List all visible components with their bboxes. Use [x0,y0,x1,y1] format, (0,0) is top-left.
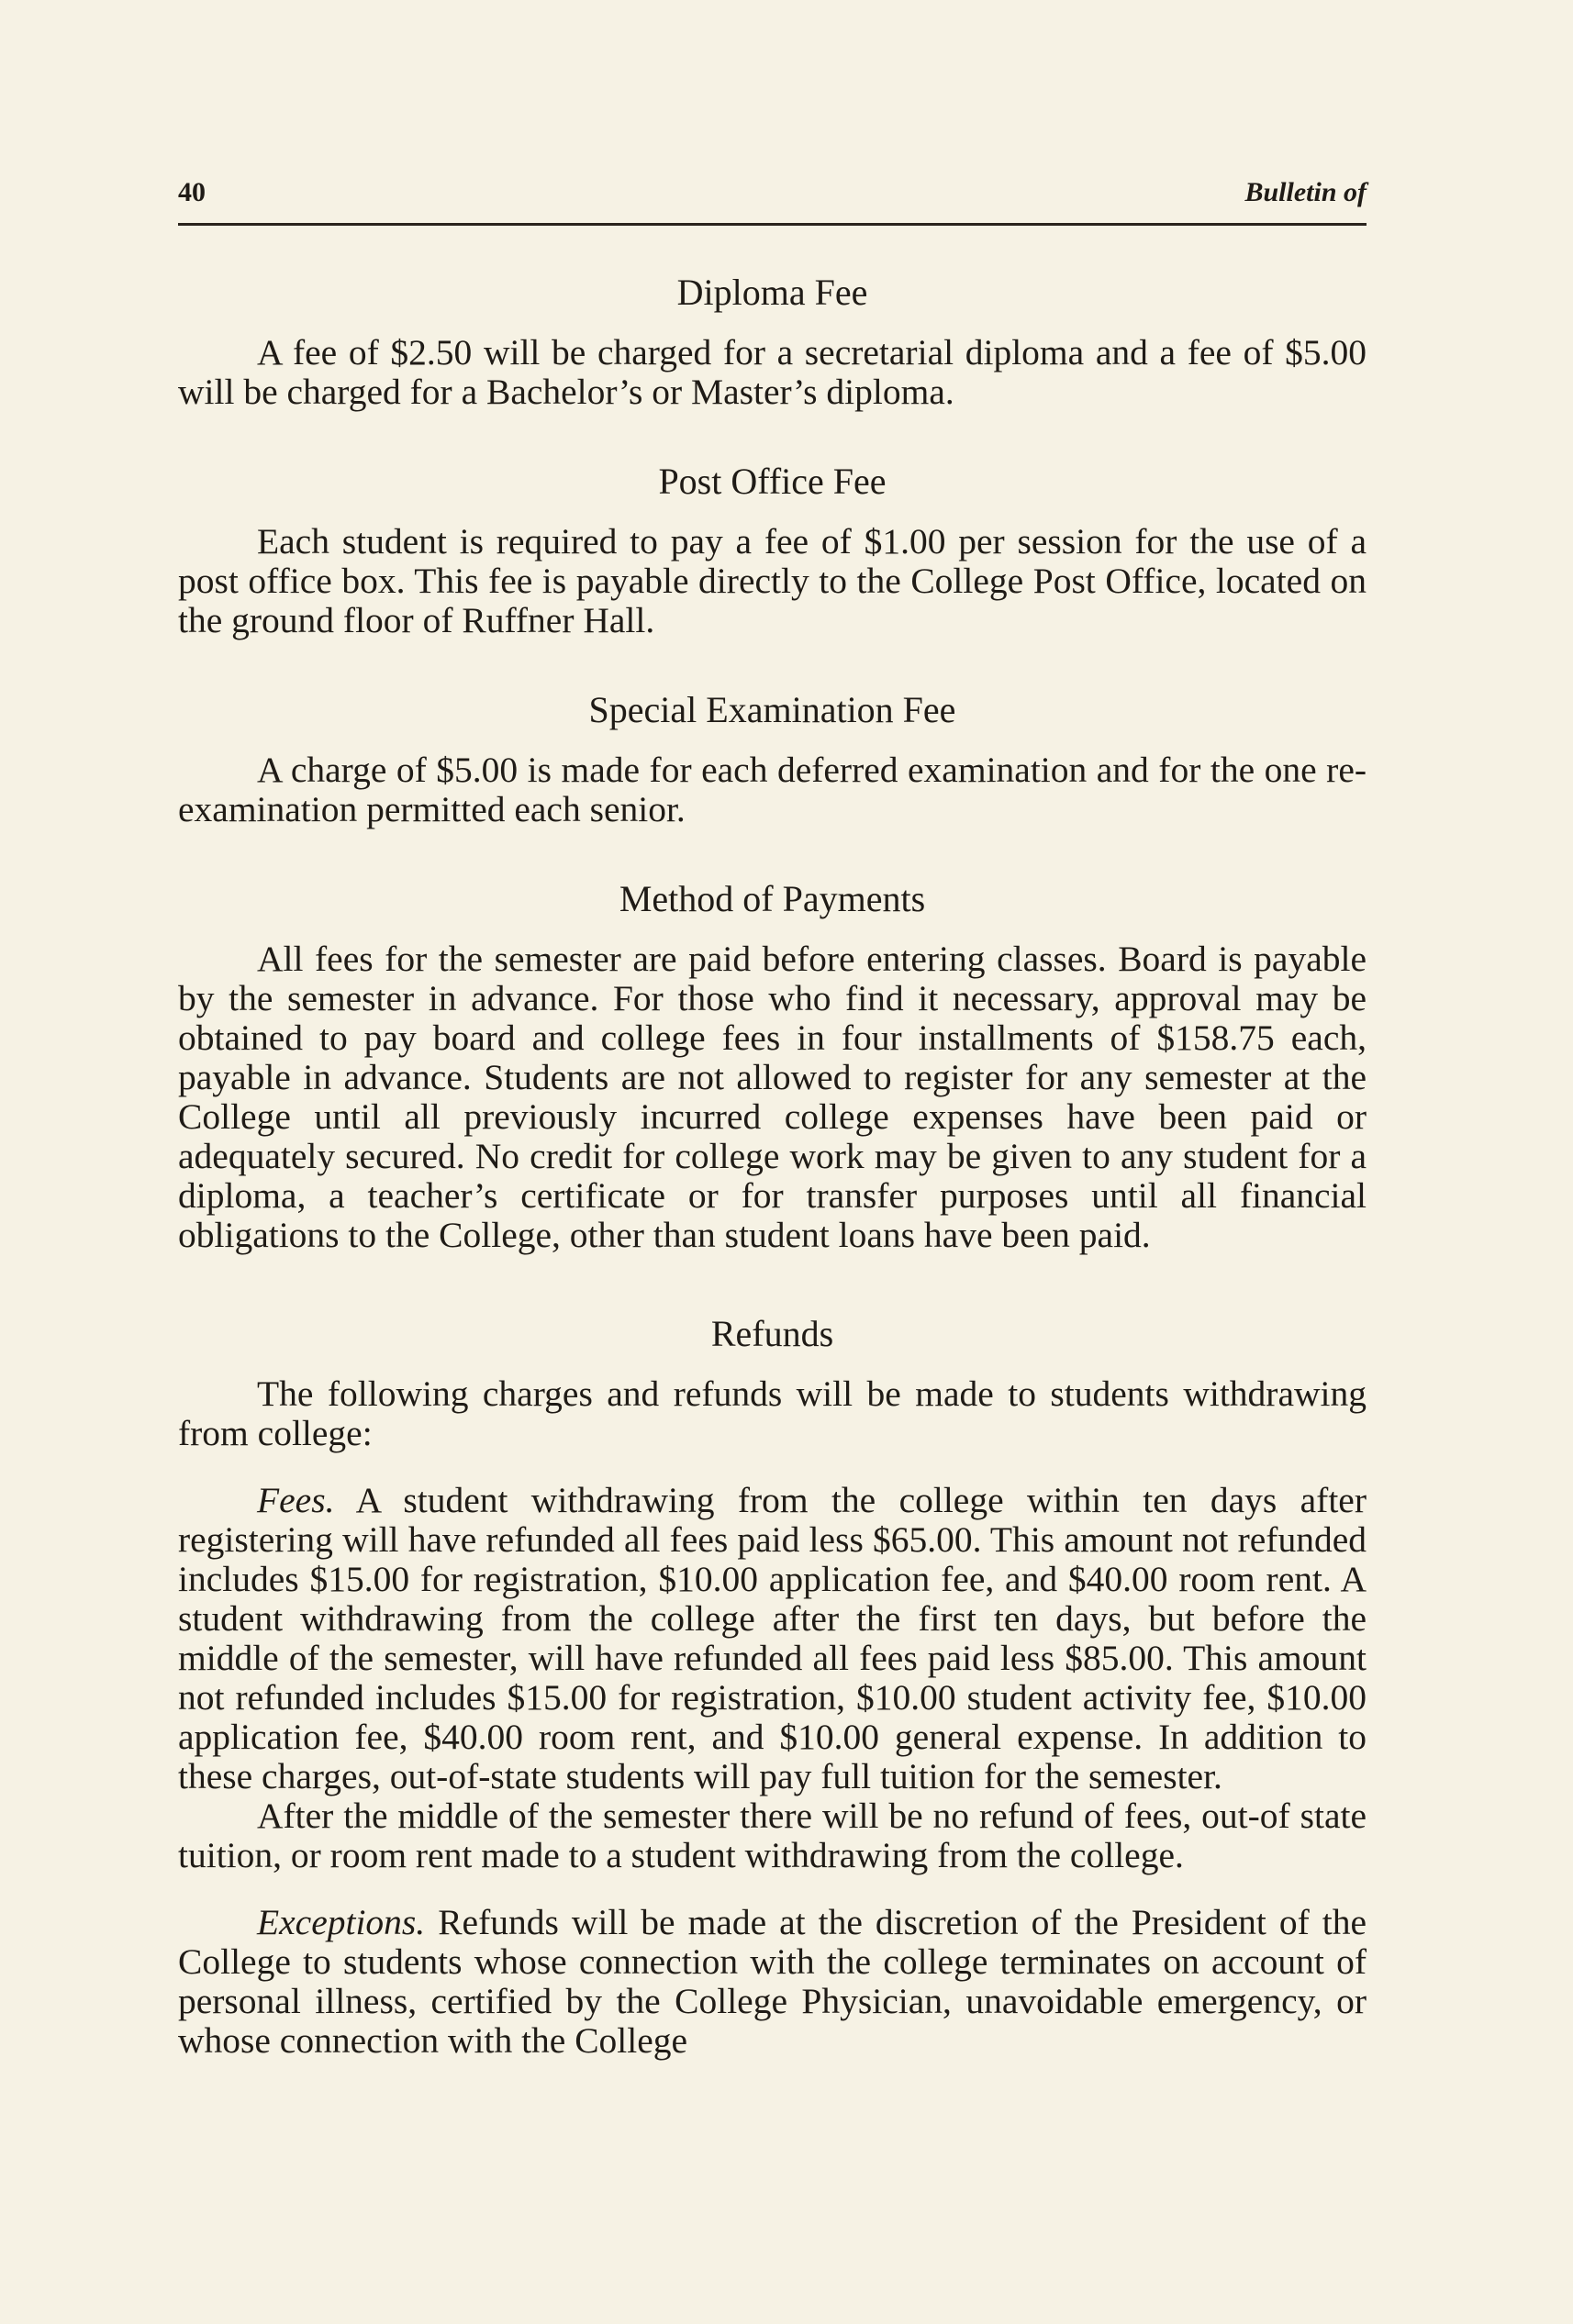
run-in-heading-fees: Fees. [257,1480,335,1520]
section-method-of-payments [178,877,1367,1255]
section-refunds [178,1312,1367,2061]
paragraph-refunds-intro: The following charges and refunds will be made to students withdrawing from college: [178,1373,1367,1453]
paragraph-post-office-fee: Each student is required to pay a fee of $1.00 per session for the use of a post office box. This fee is payable directly to the College Post Office, located on the ground floor of Ruffner Hall. [178,521,1367,640]
section-special-examination-fee [178,688,1367,829]
running-title: Bulletin of [1244,177,1367,207]
section-title-diploma-fee: Diploma Fee [676,272,868,313]
section-diploma-fee [178,271,1367,412]
section-post-office-fee [178,460,1367,640]
refunds-exceptions-text: Refunds will be made at the discretion of the President of the College to students whose connection with the college terminates on account of personal illness, certified by the College Physician, unavoidable emergency, or whose connection with the College [178,1902,1367,2061]
section-title-special-examination-fee: Special Examination Fee [588,689,956,730]
running-header [178,177,1367,226]
section-title-method-of-payments: Method of Payments [619,878,926,919]
paragraph-special-examination-fee: A charge of $5.00 is made for each deferred examination and for the one re-examination permitted each senior. [178,750,1367,829]
section-title-post-office-fee: Post Office Fee [658,461,887,502]
refunds-fees-text: A student withdrawing from the college within ten days after registering will have refunded all fees paid less $65.00. This amount not refunded includes $15.00 for registration, $10.00 application fee, and $40.00 room rent. A student withdrawing from the college after the first ten days, but before the middle of the semester, will have refunded all fees paid less $85.00. This amount not refunded includes $15.00 for registration, $10.00 student activity fee, $10.00 application fee, $40.00 room rent, and $10.00 general expense. In addition to these charges, out-of-state students will pay full tuition for the semester. [178,1480,1367,1796]
paragraph-refunds-after-middle: After the middle of the semester there will be no refund of fees, out-of state tuition, or room rent made to a student withdrawing from the college. [178,1796,1367,1875]
paragraph-method-of-payments: All fees for the semester are paid before entering classes. Board is payable by the semester in advance. For those who find it necessary, approval may be obtained to pay board and college fees in four installments of $158.75 each, payable in advance. Students are not allowed to register for any semester at the College until all previously incurred college expenses have been paid or adequately secured. No credit for college work may be given to any student for a diploma, a teacher’s certificate or for transfer purposes until all financial obligations to the College, other than student loans have been paid. [178,939,1367,1255]
section-title-refunds: Refunds [710,1313,834,1354]
paragraph-refunds-fees [178,1481,1367,1796]
paragraph-refunds-exceptions [178,1903,1367,2061]
paragraph-diploma-fee: A fee of $2.50 will be charged for a secretarial diploma and a fee of $5.00 will be charged for a Bachelor’s or Master’s diploma. [178,332,1367,412]
page-number: 40 [178,177,206,207]
run-in-heading-exceptions: Exceptions. [257,1902,426,1942]
page-body [178,271,1367,2108]
